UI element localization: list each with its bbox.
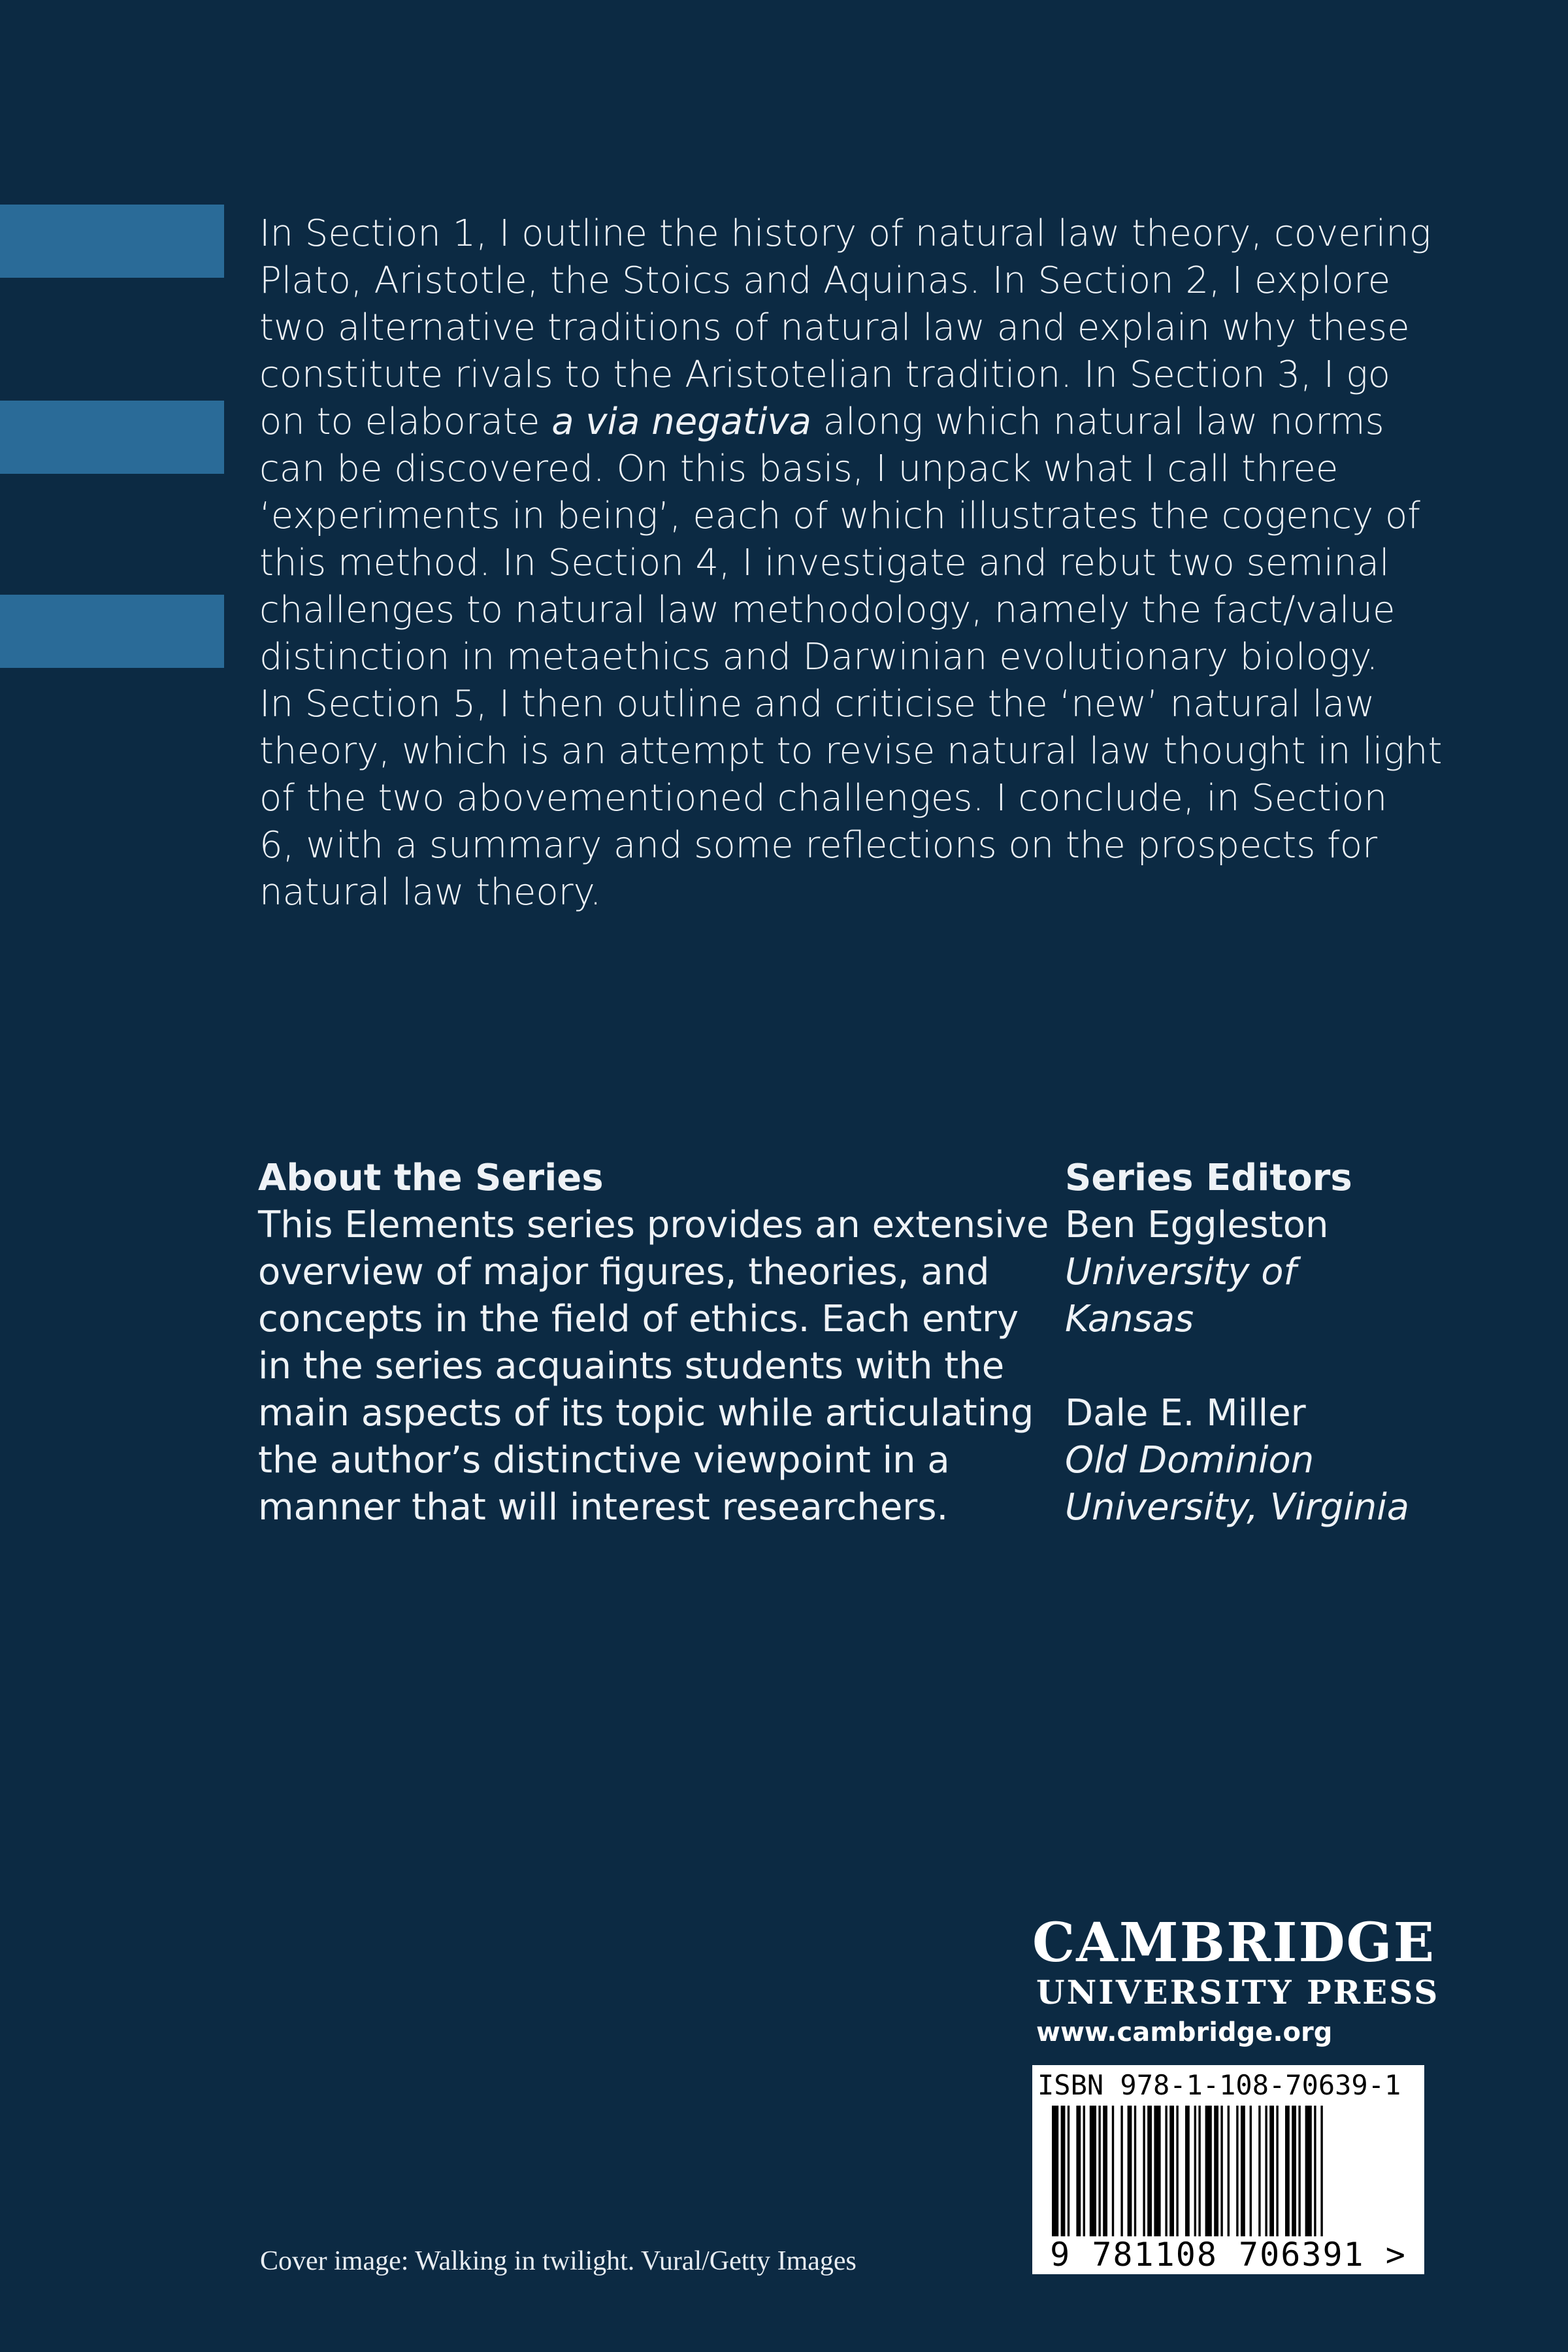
about-line: the author’s distinctive viewpoint in a [258,1439,950,1482]
barcode-stripe [1103,2106,1107,2236]
barcode-stripe [1128,2106,1132,2236]
spacer [1065,1343,1483,1390]
cover-image-credit: Cover image: Walking in twilight. Vural/Getty Images [260,2246,857,2276]
barcode-stripe [1285,2106,1290,2236]
barcode-stripe [1214,2106,1218,2236]
barcode-stripe [1265,2106,1267,2236]
about-line: overview of major figures, theories, and [258,1251,990,1293]
barcode-stripe [1305,2106,1312,2236]
barcode-stripe [1154,2106,1160,2236]
barcode-stripe [1236,2106,1238,2236]
publisher-url: www.cambridge.org [1036,2017,1333,2047]
publisher-name: CAMBRIDGE [1032,1912,1436,1974]
description-text: on to elaborate [259,401,552,443]
editors-heading: Series Editors [1065,1157,1352,1199]
description-line: Plato, Aristotle, the Stoics and Aquinas. In Section 2, I explore [259,259,1391,302]
isbn-barcode [1032,2065,1424,2274]
barcode-stripe [1112,2106,1114,2236]
editor-affiliation: University, Virginia [1065,1486,1410,1529]
barcode-stripe [1298,2106,1300,2236]
barcode-stripe [1176,2106,1178,2236]
about-line: main aspects of its topic while articulating [258,1392,1034,1434]
barcode-stripe [1083,2106,1085,2236]
isbn-label: ISBN 978-1-108-70639-1 [1037,2069,1401,2101]
description-line: natural law theory. [259,871,602,914]
barcode-stripe [1276,2106,1278,2236]
barcode-stripe [1185,2106,1190,2236]
description-line: In Section 5, I then outline and criticise the ‘new’ natural law [259,683,1375,725]
description-line: In Section 1, I outline the history of natural law theory, covering [259,212,1431,255]
barcode-stripe [1134,2106,1136,2236]
publisher-subname: UNIVERSITY PRESS [1036,1973,1440,2012]
barcode-stripe [1220,2106,1222,2236]
barcode-stripe [1143,2106,1145,2236]
description-line: challenges to natural law methodology, namely the fact/value [259,589,1396,631]
barcode-stripe [1165,2106,1167,2236]
barcode-stripe [1228,2106,1230,2236]
barcode-stripe [1258,2106,1260,2236]
accent-bar-top [0,205,224,278]
description-line: constitute rivals to the Aristotelian tradition. In Section 3, I go [259,354,1390,396]
barcode-stripe [1250,2106,1252,2236]
description-line [259,399,1435,446]
barcode-stripe [1090,2106,1096,2236]
about-line: This Elements series provides an extensive [258,1204,1049,1246]
barcode-stripe [1098,2106,1100,2236]
barcode-stripe [1292,2106,1296,2236]
description-line: distinction in metaethics and Darwinian evolutionary biology. [259,636,1379,678]
accent-bar-middle [0,401,224,474]
description-text: along which natural law norms [811,401,1384,443]
about-line: manner that will interest researchers. [258,1486,949,1529]
editor-name: Dale E. Miller [1065,1392,1306,1434]
editor-affiliation: Old Dominion [1065,1439,1315,1482]
publisher-logo [1032,1912,1440,2052]
barcode-stripe [1169,2106,1174,2236]
description-line: 6, with a summary and some reflections on the prospects for [259,824,1378,867]
barcode-stripe [1320,2106,1322,2236]
description-line: can be discovered. On this basis, I unpack what I call three [259,448,1339,490]
barcode-stripe [1068,2106,1070,2236]
book-description [259,210,1443,916]
editor-affiliation: University of [1065,1251,1297,1293]
barcode-stripe [1147,2106,1152,2236]
barcode-stripe [1198,2106,1200,2236]
editor-name: Ben Eggleston [1065,1204,1329,1246]
description-line: this method. In Section 4, I investigate and rebut two seminal [259,542,1390,584]
barcode-icon [1052,2106,1405,2236]
barcode-stripe [1194,2106,1196,2236]
barcode-stripe [1076,2106,1081,2236]
description-line: of the two abovementioned challenges. I conclude, in Section [259,777,1388,820]
description-italic-term: a via negativa [551,401,811,443]
editor-affiliation: Kansas [1065,1298,1194,1340]
series-editors [1065,1155,1483,1531]
barcode-stripe [1269,2106,1274,2236]
accent-bar-bottom [0,595,224,668]
about-the-series [258,1155,1055,1531]
about-line: in the series acquaints students with the [258,1345,1005,1387]
barcode-stripe [1120,2106,1122,2236]
description-line: theory, which is an attempt to revise natural law thought in light [259,730,1443,772]
barcode-stripe [1052,2106,1058,2236]
barcode-stripe [1241,2106,1245,2236]
about-line: concepts in the field of ethics. Each entry [258,1298,1019,1340]
barcode-stripe [1061,2106,1066,2236]
barcode-digits: 9 781108 706391 > [1050,2236,1407,2274]
barcode-stripe [1205,2106,1212,2236]
description-line: ‘experiments in being’, each of which illustrates the cogency of [259,495,1420,537]
description-line: two alternative traditions of natural law and explain why these [259,306,1410,349]
about-heading: About the Series [258,1157,604,1199]
barcode-stripe [1314,2106,1316,2236]
